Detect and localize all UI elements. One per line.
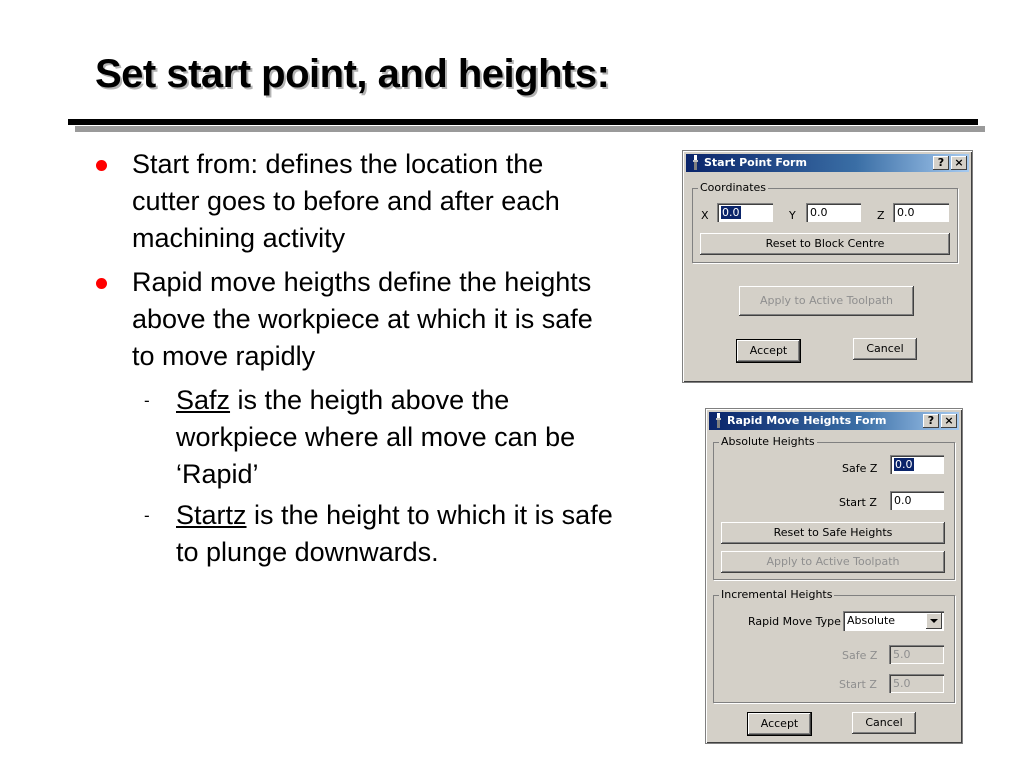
- safe-z-input-value: 0.0: [895, 458, 913, 471]
- sub-bullet-text: [176, 497, 616, 571]
- x-label: X: [701, 209, 709, 222]
- dash-icon: -: [144, 391, 150, 410]
- term-startz: Startz: [176, 500, 247, 530]
- z-label: Z: [877, 209, 885, 222]
- start-z-label: Start Z: [839, 496, 877, 509]
- title-rule-shadow: [75, 126, 985, 132]
- incremental-start-z-label: Start Z: [839, 678, 877, 691]
- rapid-move-form-titlebar[interactable]: [709, 412, 959, 430]
- accept-button[interactable]: Accept: [736, 339, 801, 363]
- dialog-title: Rapid Move Heights Form: [727, 414, 887, 427]
- help-button[interactable]: ?: [933, 156, 949, 170]
- cancel-button[interactable]: Cancel: [852, 712, 916, 734]
- bullet-dot-icon: [96, 278, 107, 289]
- help-button[interactable]: ?: [923, 414, 939, 428]
- start-point-form-dialog: [682, 150, 973, 383]
- chevron-down-icon[interactable]: [926, 613, 942, 629]
- term-safz: Safz: [176, 385, 231, 415]
- sub-bullet-item: [92, 497, 652, 571]
- absolute-heights-group-label: Absolute Heights: [721, 435, 815, 448]
- x-input-value: 0.0: [722, 206, 740, 219]
- y-input[interactable]: 0.0: [806, 203, 861, 222]
- incremental-safe-z-input[interactable]: 5.0: [889, 645, 944, 664]
- y-label: Y: [789, 209, 796, 222]
- incremental-start-z-input[interactable]: 5.0: [889, 674, 944, 693]
- x-input[interactable]: [717, 203, 773, 222]
- cancel-button[interactable]: Cancel: [853, 338, 917, 360]
- reset-to-block-centre-button[interactable]: Reset to Block Centre: [700, 233, 950, 255]
- bullet-text: Start from: defines the location the cutter goes to before and after each machining activity: [132, 149, 560, 253]
- term-safz-description: is the heigth above the workpiece where all move can be ‘Rapid’: [176, 385, 576, 489]
- reset-to-safe-heights-button[interactable]: Reset to Safe Heights: [721, 522, 945, 544]
- incremental-safe-z-label: Safe Z: [842, 649, 878, 662]
- close-button[interactable]: ×: [941, 414, 957, 428]
- safe-z-input[interactable]: [890, 455, 944, 474]
- safe-z-label: Safe Z: [842, 462, 878, 475]
- rapid-move-type-dropdown[interactable]: [843, 611, 944, 631]
- slide-title: Set start point, and heights:: [95, 52, 610, 96]
- incremental-heights-group-label: Incremental Heights: [721, 588, 833, 601]
- apply-to-active-toolpath-button[interactable]: Apply to Active Toolpath: [739, 286, 914, 316]
- apply-to-active-toolpath-button[interactable]: Apply to Active Toolpath: [721, 551, 945, 573]
- app-icon: [712, 413, 724, 429]
- rapid-move-heights-form-dialog: [705, 408, 963, 744]
- sub-bullet-item: [92, 382, 652, 493]
- bullet-item: [92, 146, 652, 257]
- title-rule: [68, 119, 978, 125]
- accept-button[interactable]: Accept: [747, 712, 812, 736]
- start-point-form-titlebar[interactable]: [686, 154, 969, 172]
- bullet-dot-icon: [96, 160, 107, 171]
- bullet-text: Rapid move heigths define the heights above the workpiece at which it is safe to move rapidly: [132, 267, 593, 371]
- start-z-input[interactable]: 0.0: [890, 491, 944, 510]
- dialog-title: Start Point Form: [704, 156, 807, 169]
- bullet-list: [92, 146, 652, 571]
- term-startz-description: is the height to which it is safe to plunge downwards.: [176, 500, 613, 567]
- coordinates-group-label: Coordinates: [700, 181, 767, 194]
- dash-icon: -: [144, 506, 150, 525]
- z-input[interactable]: 0.0: [893, 203, 949, 222]
- sub-bullet-text: [176, 382, 616, 493]
- close-button[interactable]: ×: [951, 156, 967, 170]
- rapid-move-type-value: Absolute: [847, 614, 896, 627]
- rapid-move-type-label: Rapid Move Type: [748, 615, 841, 628]
- app-icon: [689, 155, 701, 171]
- bullet-item: [92, 264, 652, 375]
